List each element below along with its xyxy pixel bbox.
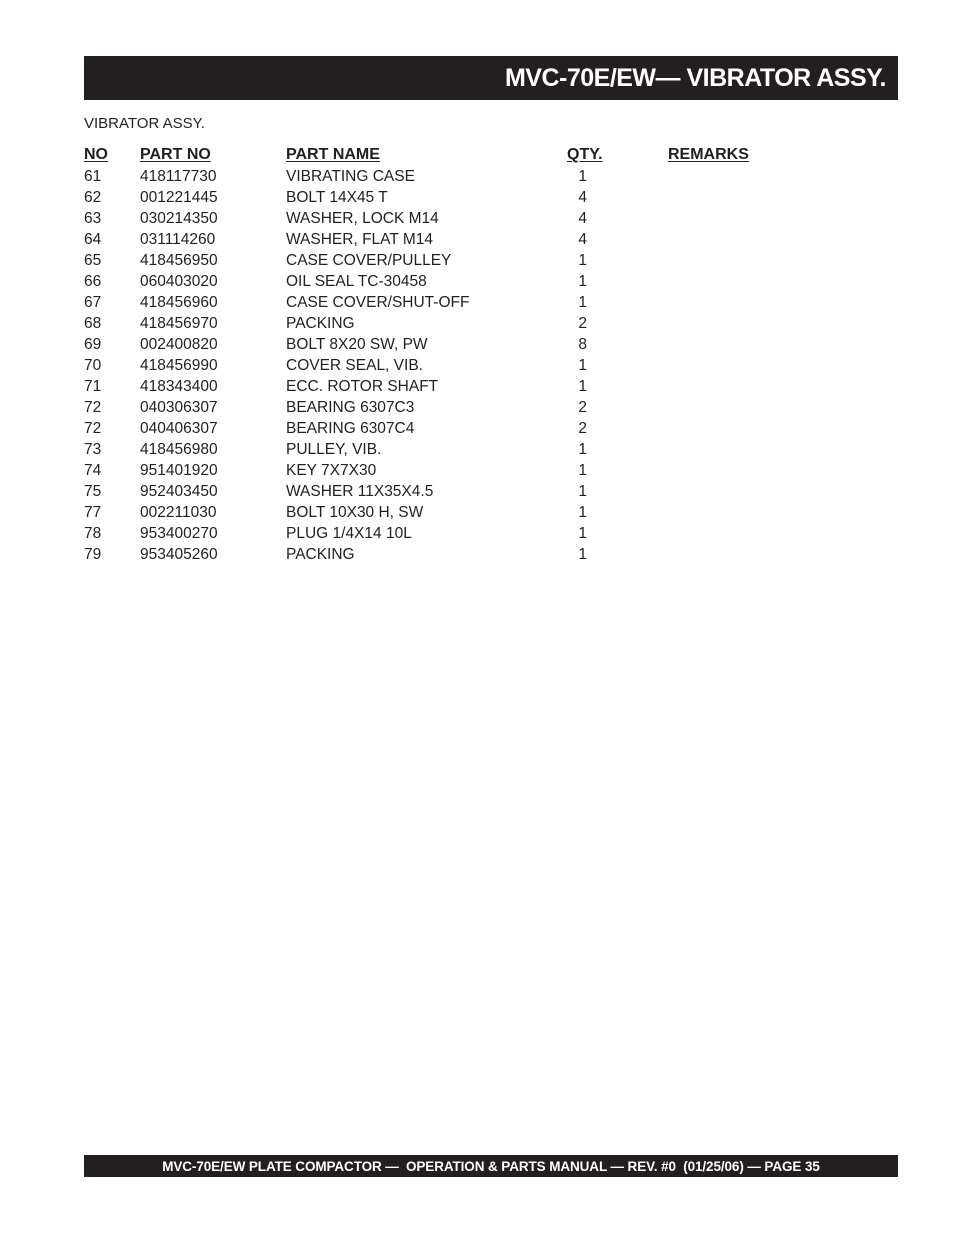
cell-qty: 1 [578,273,587,290]
column-header-qty: QTY. [567,146,603,163]
cell-no: 72 [84,399,102,416]
footer-bar [84,1155,898,1177]
cell-part-name: BOLT 14X45 T [286,189,388,206]
cell-qty: 4 [578,210,587,227]
cell-part-no: 418456970 [140,315,218,332]
cell-no: 78 [84,525,102,542]
cell-no: 75 [84,483,102,500]
cell-part-no: 418456980 [140,441,218,458]
table-row [84,355,784,376]
cell-qty: 4 [578,189,587,206]
cell-no: 62 [84,189,102,206]
table-row [84,187,784,208]
cell-qty: 1 [578,546,587,563]
table-row [84,313,784,334]
cell-part-name: PLUG 1/4X14 10L [286,525,412,542]
cell-no: 65 [84,252,102,269]
table-row [84,544,784,565]
table-row [84,397,784,418]
cell-part-no: 953400270 [140,525,218,542]
cell-part-no: 418117730 [140,168,217,185]
page-title: MVC-70E/EW— VIBRATOR ASSY. [504,63,886,92]
cell-no: 72 [84,420,102,437]
section-label: VIBRATOR ASSY. [84,115,205,132]
cell-qty: 1 [578,168,587,185]
table-row [84,481,784,502]
table-row [84,271,784,292]
cell-part-no: 002211030 [140,504,217,521]
cell-no: 66 [84,273,102,290]
cell-qty: 1 [578,294,587,311]
cell-qty: 1 [578,525,587,542]
cell-qty: 2 [578,420,587,437]
table-row [84,439,784,460]
cell-part-no: 953405260 [140,546,218,563]
parts-table [84,144,784,565]
cell-part-no: 030214350 [140,210,218,227]
cell-part-name: ECC. ROTOR SHAFT [286,378,439,395]
table-row [84,376,784,397]
cell-part-no: 952403450 [140,483,218,500]
cell-qty: 1 [578,504,587,521]
cell-part-no: 001221445 [140,189,218,206]
cell-part-name: CASE COVER/SHUT-OFF [286,294,470,311]
cell-no: 79 [84,546,102,563]
cell-qty: 1 [578,252,587,269]
cell-part-no: 951401920 [140,462,218,479]
cell-part-name: KEY 7X7X30 [286,462,377,479]
table-row [84,460,784,481]
table-row [84,418,784,439]
cell-no: 77 [84,504,102,521]
table-header-row [84,144,784,166]
cell-no: 68 [84,315,102,332]
cell-part-name: WASHER 11X35X4.5 [286,483,434,500]
cell-part-name: BOLT 8X20 SW, PW [286,336,428,353]
table-row [84,208,784,229]
cell-part-name: BEARING 6307C3 [286,399,415,416]
cell-part-no: 002400820 [140,336,218,353]
cell-part-name: COVER SEAL, VIB. [286,357,423,374]
cell-qty: 1 [578,357,587,374]
cell-part-no: 060403020 [140,273,218,290]
table-row [84,502,784,523]
cell-qty: 2 [578,315,587,332]
table-row [84,250,784,271]
cell-part-name: CASE COVER/PULLEY [286,252,452,269]
cell-part-no: 418456990 [140,357,218,374]
cell-no: 69 [84,336,102,353]
cell-part-name: PACKING [286,546,355,563]
cell-part-name: VIBRATING CASE [286,168,415,185]
cell-qty: 1 [578,378,587,395]
cell-part-name: OIL SEAL TC-30458 [286,273,427,290]
cell-no: 73 [84,441,102,458]
table-body [84,166,784,565]
cell-no: 64 [84,231,102,248]
cell-part-no: 418456960 [140,294,218,311]
cell-part-name: BOLT 10X30 H, SW [286,504,424,521]
table-row [84,292,784,313]
cell-part-name: BEARING 6307C4 [286,420,415,437]
cell-no: 61 [84,168,102,185]
cell-part-name: PACKING [286,315,355,332]
cell-no: 71 [84,378,102,395]
footer-text: MVC-70E/EW PLATE COMPACTOR — OPERATION & PARTS MANUAL — REV. #0 (01/25/06) — PAGE 35 [162,1158,820,1174]
cell-part-no: 031114260 [140,231,216,248]
cell-part-name: PULLEY, VIB. [286,441,382,458]
cell-part-no: 040306307 [140,399,218,416]
table-row [84,523,784,544]
column-header-part-no: PART NO [140,146,211,163]
cell-part-name: WASHER, FLAT M14 [286,231,433,248]
cell-no: 63 [84,210,102,227]
table-row [84,166,784,187]
cell-qty: 2 [578,399,587,416]
cell-part-no: 418343400 [140,378,218,395]
table-row [84,229,784,250]
cell-part-name: WASHER, LOCK M14 [286,210,439,227]
cell-no: 67 [84,294,102,311]
table-row [84,334,784,355]
cell-qty: 1 [578,462,587,479]
column-header-part-name: PART NAME [286,146,380,163]
cell-qty: 4 [578,231,587,248]
page-title-bar [84,56,898,100]
cell-qty: 1 [578,483,587,500]
cell-qty: 8 [578,336,587,353]
cell-no: 70 [84,357,102,374]
cell-part-no: 418456950 [140,252,218,269]
cell-part-no: 040406307 [140,420,218,437]
column-header-remarks: REMARKS [668,146,749,163]
cell-qty: 1 [578,441,587,458]
cell-no: 74 [84,462,102,479]
column-header-no: NO [84,146,108,163]
